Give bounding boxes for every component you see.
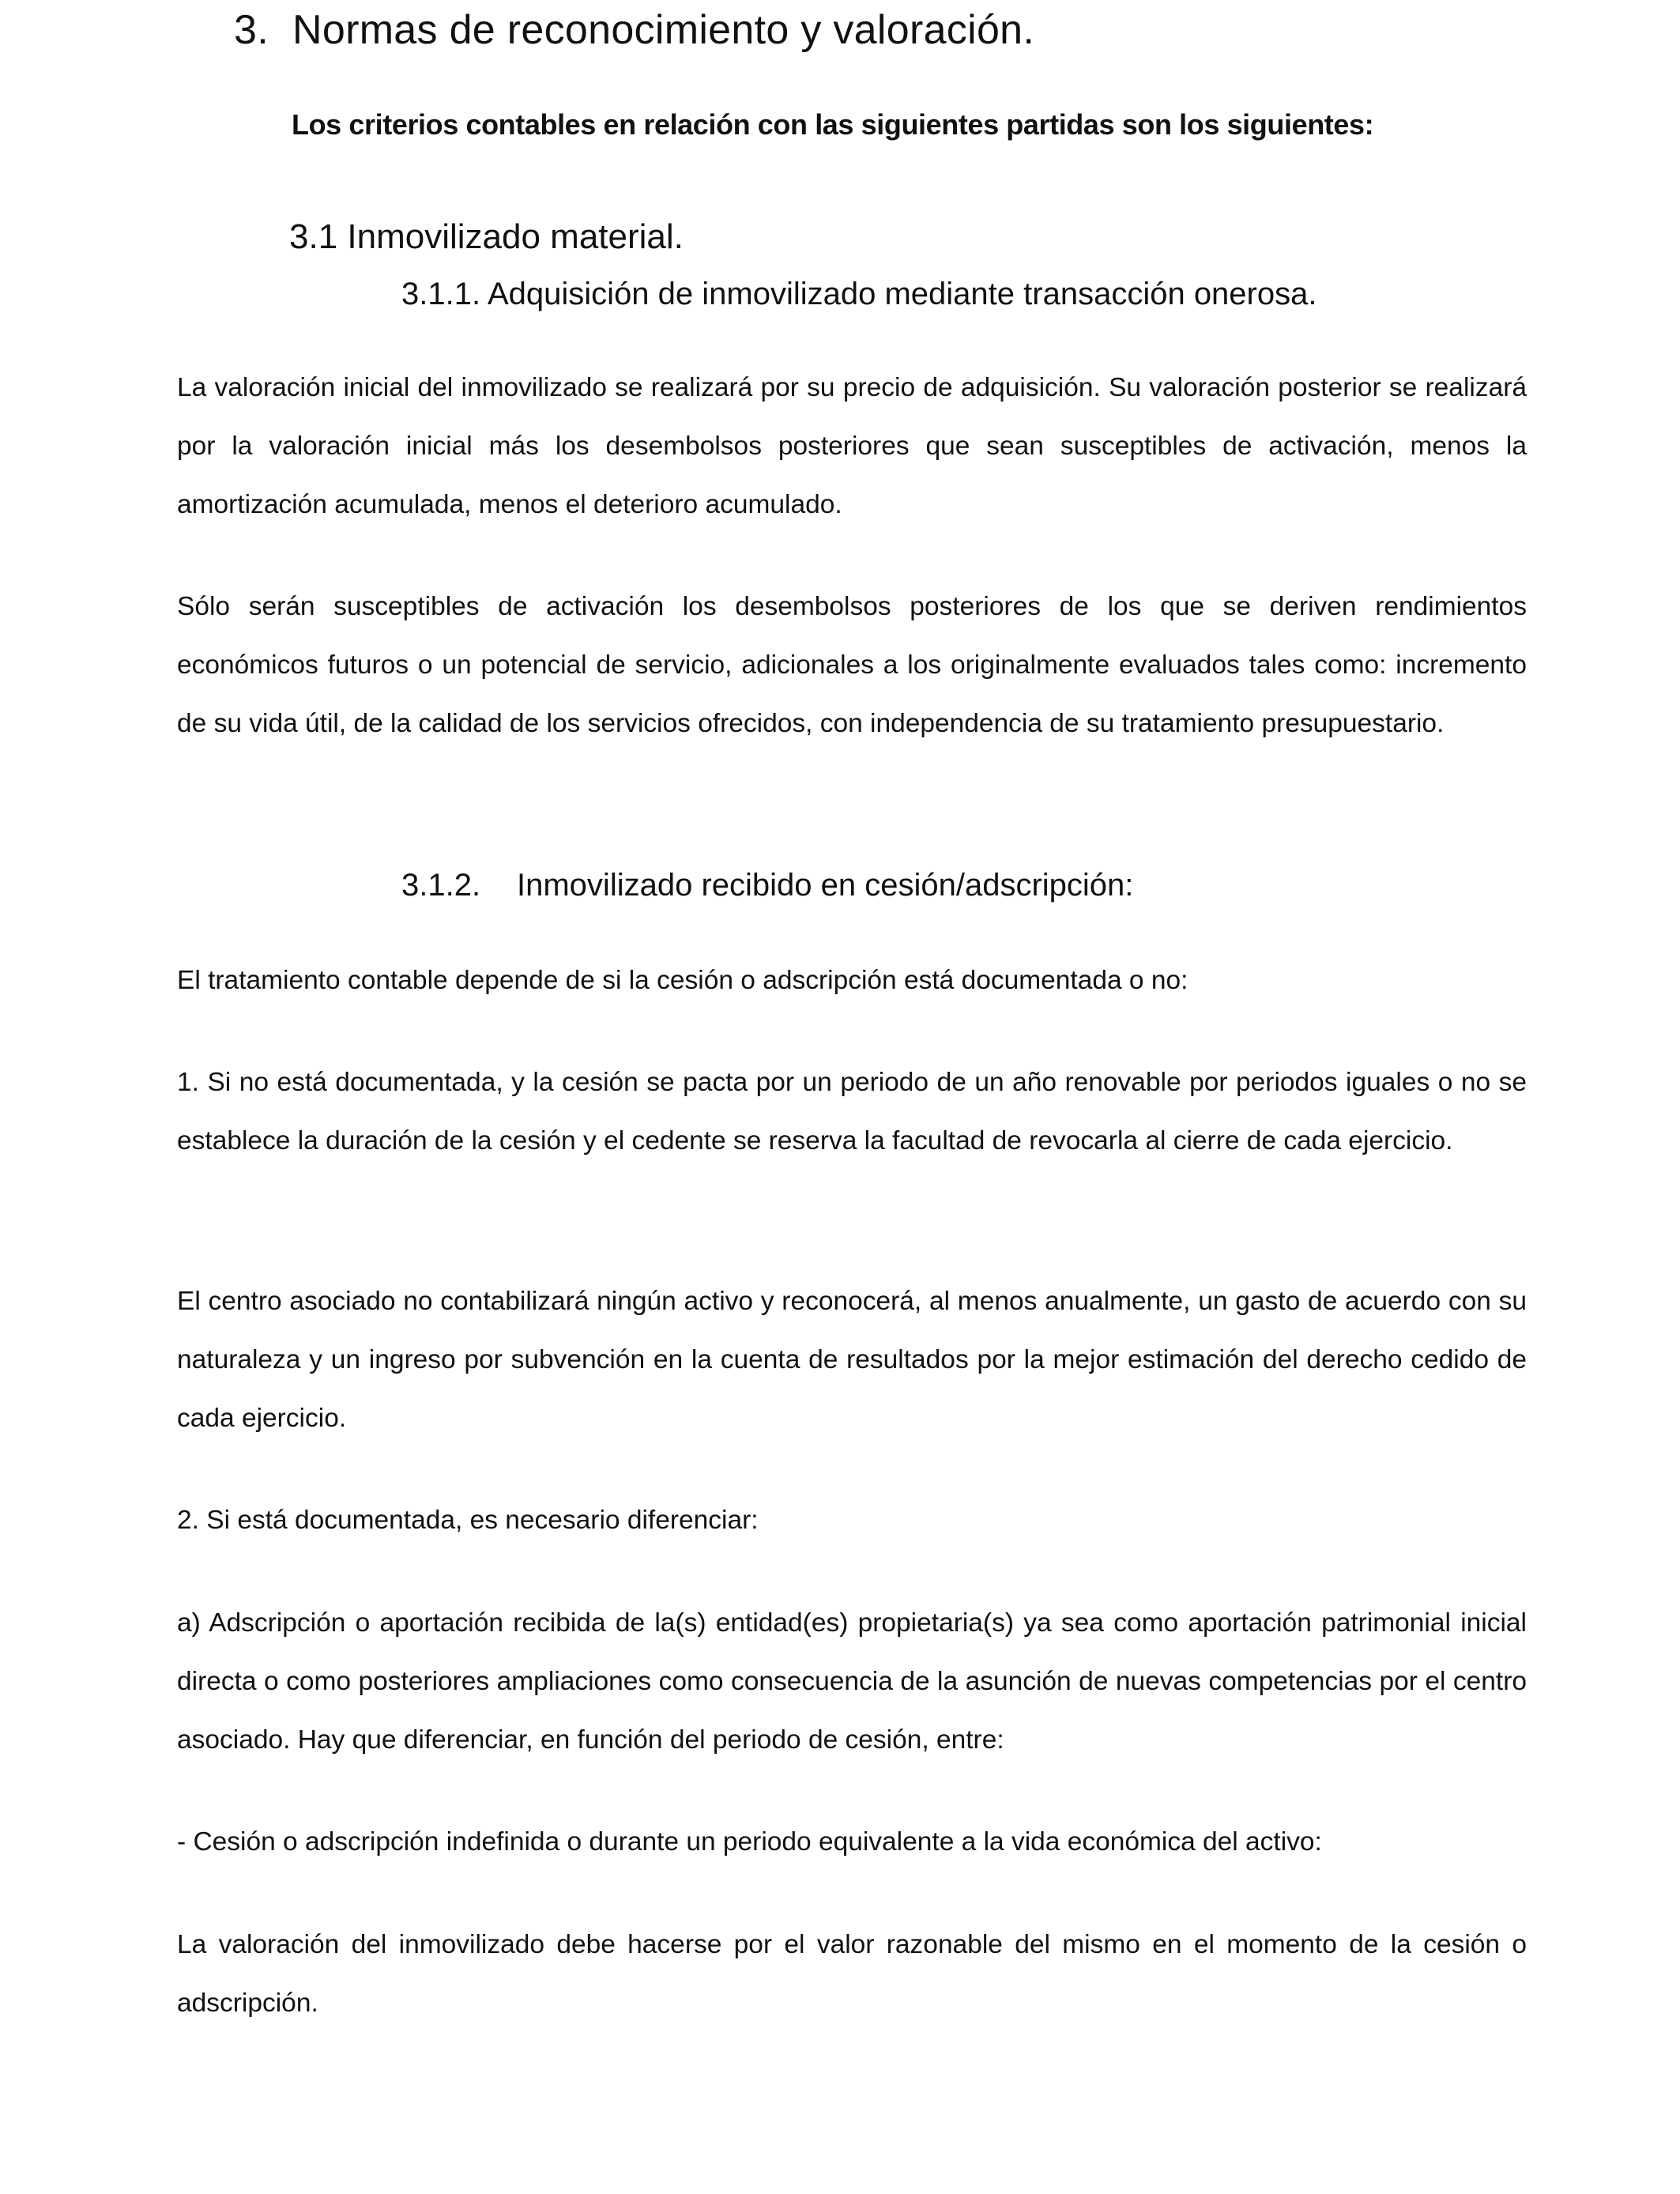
paragraph-adscription: a) Adscripción o aportación recibida de la(s) entidad(es) propietaria(s) ya sea como aportación patrimonial inicial directa o como posteriores ampliaciones como consecuencia de la asunción de nuevas competencias por el centro asociado. Hay que diferenciar, en función del periodo de cesión, entre: [177,1608,1527,1755]
paragraph-documented: 2. Si está documentada, es necesario diferenciar: [177,1506,759,1535]
section-number: 3. [234,7,269,53]
subsection-heading: 3.1 Inmovilizado material. [289,217,684,256]
paragraph-initial-valuation: La valoración inicial del inmovilizado se realizará por su precio de adquisición. Su valoración posterior se realizará por la valoración inicial más los desembolsos posteriores que sean susceptibles de activación, menos la amortización acumulada, menos el deterioro acumulado. [177,373,1527,519]
paragraph-indefinite-cession: - Cesión o adscripción indefinida o durante un periodo equivalente a la vida económica del activo: [177,1827,1322,1857]
subsubsection-heading-2 [401,868,1133,903]
paragraph-fair-value: La valoración del inmovilizado debe hacerse por el valor razonable del mismo en el momento de la cesión o adscripción. [177,1930,1527,2018]
paragraph-accounting-treatment: El tratamiento contable depende de si la cesión o adscripción está documentada o no: [177,966,1188,995]
section-heading [234,6,1034,54]
subsubsection-number: 3.1.2. [401,868,481,903]
subsubsection-title: Inmovilizado recibido en cesión/adscripción: [517,868,1134,903]
paragraph-not-documented: 1. Si no está documentada, y la cesión se pacta por un periodo de un año renovable por periodos iguales o no se establece la duración de la cesión y el cedente se reserva la facultad de revocarla al cierre de cada ejercicio. [177,1068,1527,1155]
section-title: Normas de reconocimiento y valoración. [292,7,1035,53]
paragraph-no-asset: El centro asociado no contabilizará ningún activo y reconocerá, al menos anualmente, un gasto de acuerdo con su naturaleza y un ingreso por subvención en la cuenta de resultados por la mejor estimación del derecho cedido de cada ejercicio. [177,1287,1527,1433]
paragraph-activation: Sólo serán susceptibles de activación los desembolsos posteriores de los que se deriven rendimientos económicos futuros o un potencial de servicio, adicionales a los originalmente evaluados tales como: incremento de su vida útil, de la calidad de los servicios ofrecidos, con independencia de su tratamiento presupuestario. [177,592,1527,738]
intro-text: Los criterios contables en relación con las siguientes partidas son los siguientes: [292,108,1374,141]
subsubsection-heading-1: 3.1.1. Adquisición de inmovilizado mediante transacción onerosa. [401,277,1317,311]
